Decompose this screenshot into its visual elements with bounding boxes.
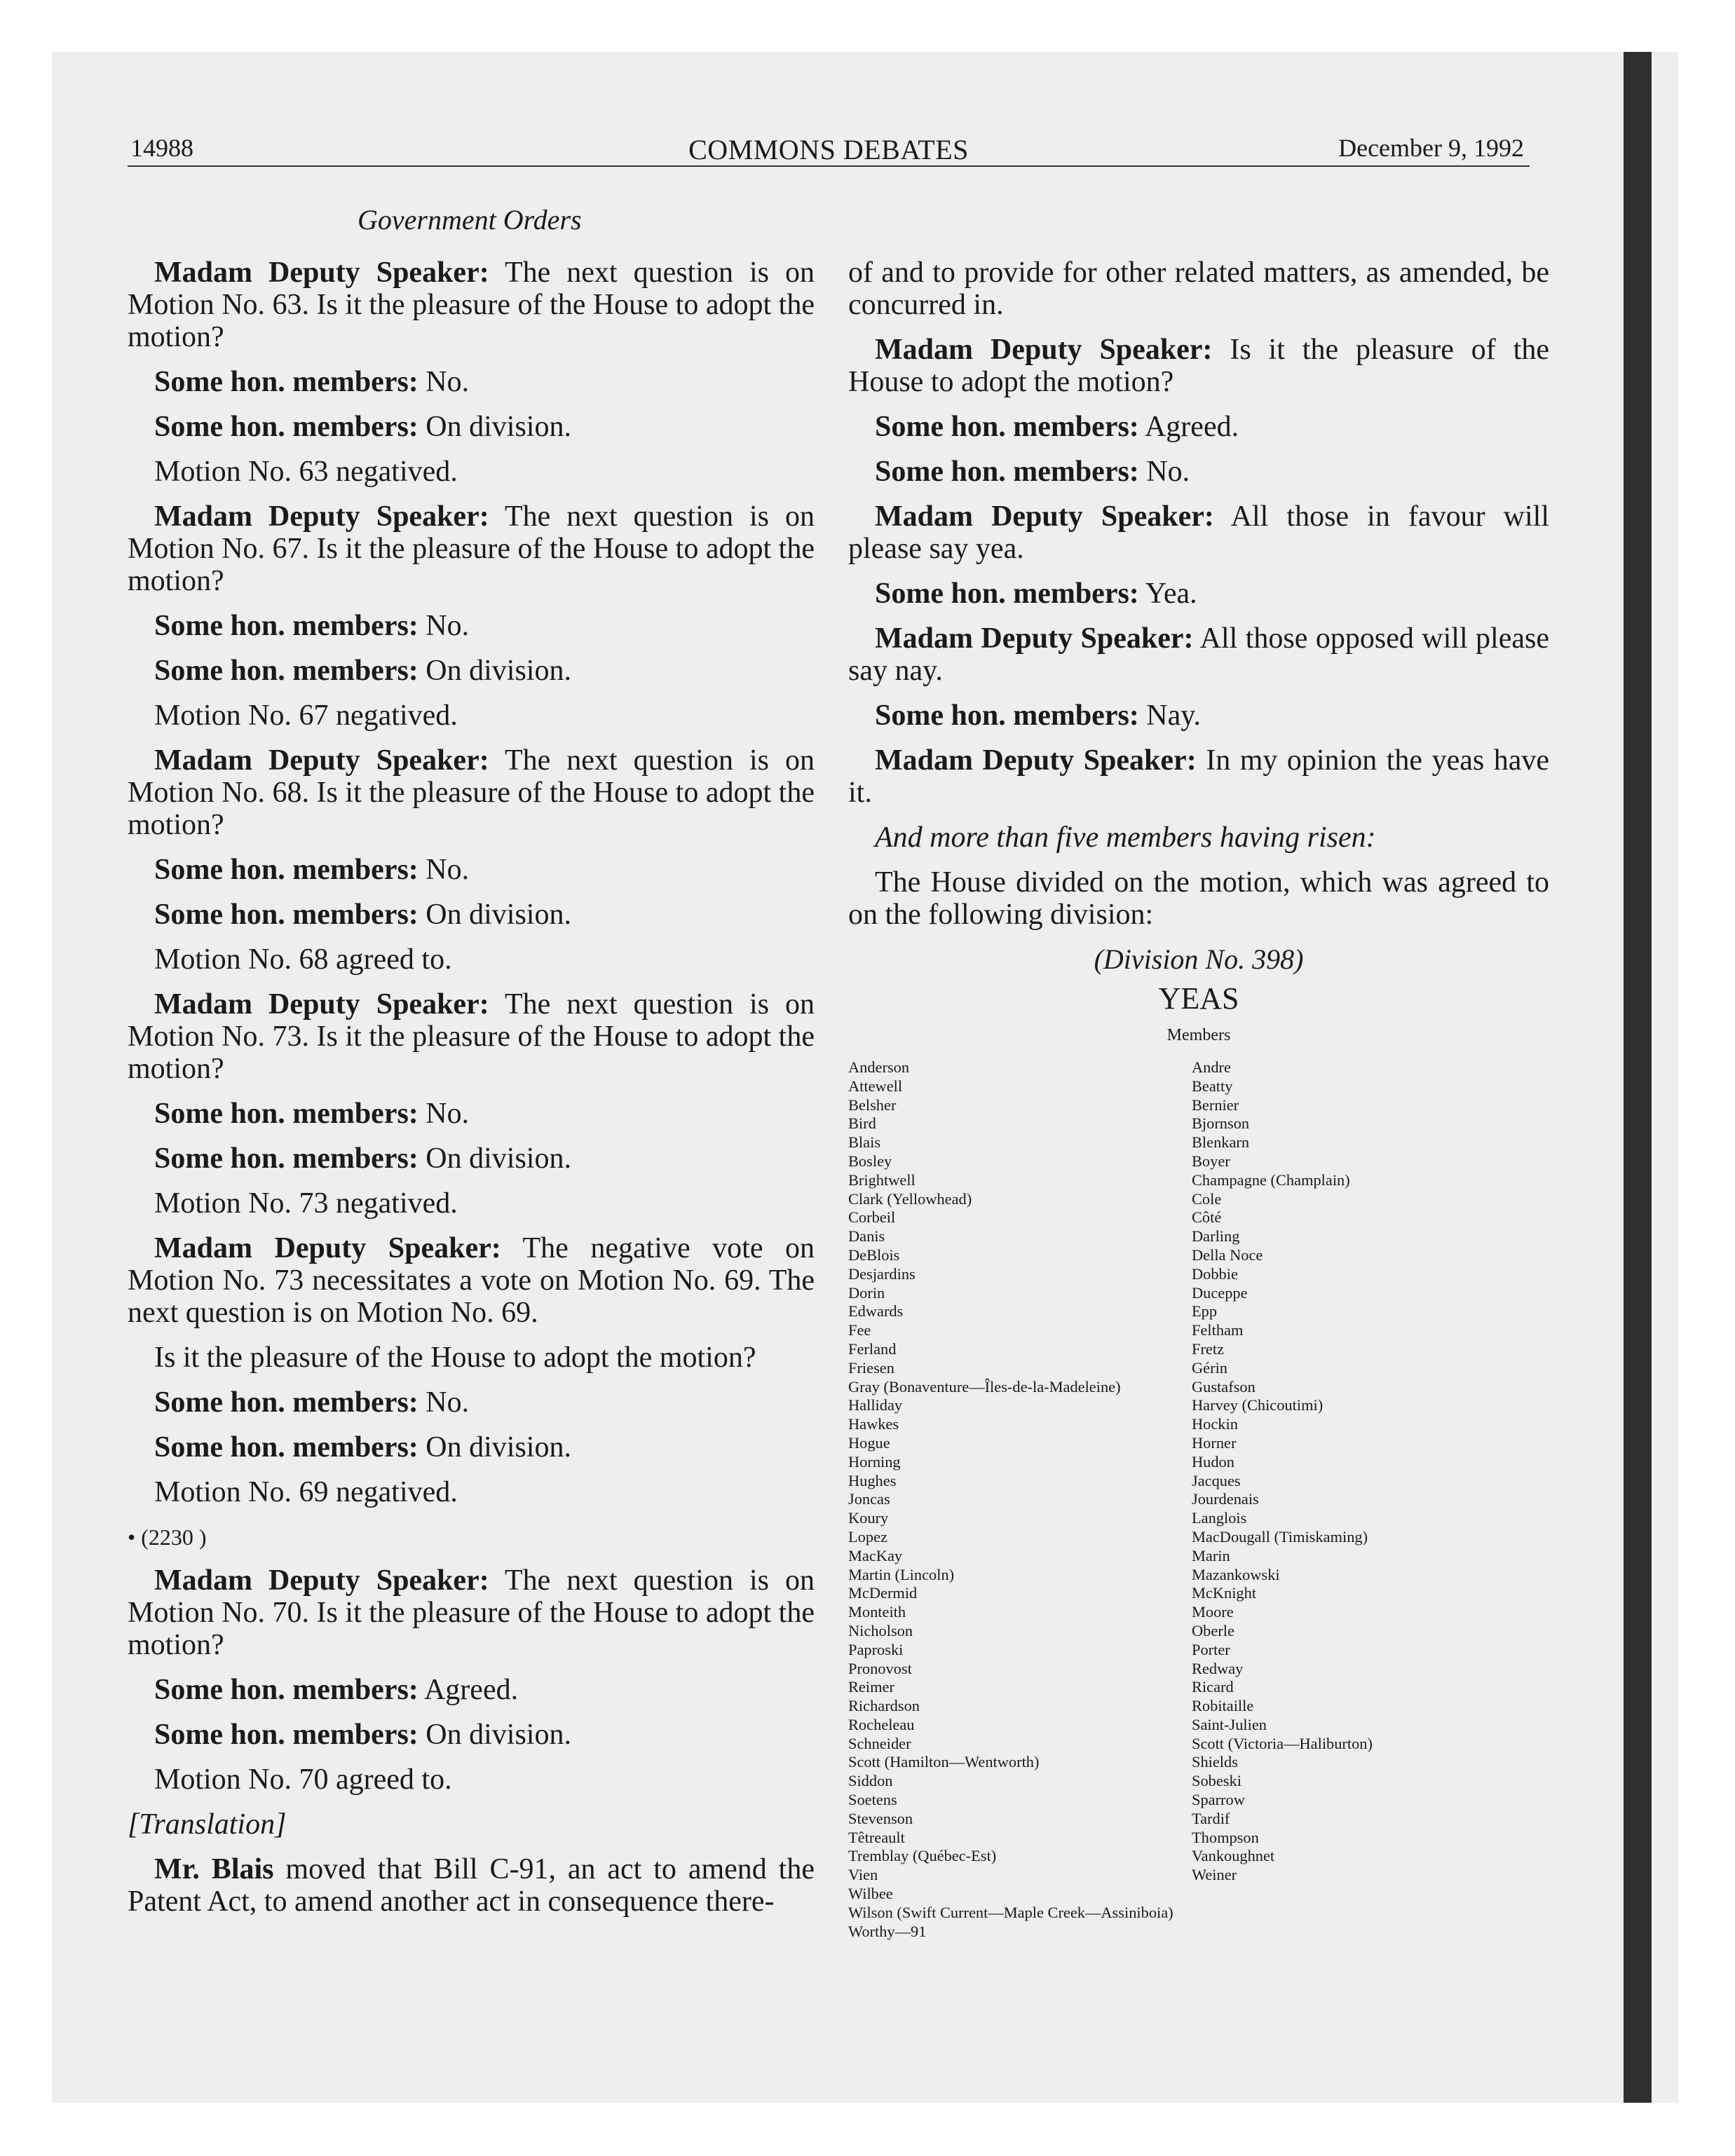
right-column (848, 257, 1549, 1941)
speech-text: of and to provide for other related matters, as amended, be concurred in. (848, 257, 1549, 321)
speaker-label: Some hon. members: (154, 854, 419, 886)
member-name: Siddon (848, 1772, 893, 1790)
member-name: Gray (Bonaventure—Îles-de-la-Madeleine) (848, 1377, 1121, 1396)
speech-text: Nay. (1138, 700, 1202, 732)
debate-paragraph (128, 411, 815, 443)
member-name: Friesen (848, 1358, 894, 1377)
yeas-column-2 (1192, 1058, 1373, 1885)
debate-paragraph (128, 1476, 815, 1508)
member-name: Epp (1192, 1302, 1218, 1321)
member-name: Worthy—91 (848, 1922, 927, 1940)
member-name: Bernier (1192, 1096, 1239, 1114)
speaker-label: Madam Deputy Speaker: (875, 500, 1214, 533)
speaker-label: Madam Deputy Speaker: (875, 622, 1194, 655)
debate-paragraph (128, 500, 815, 597)
speech-text: Yea. (1138, 578, 1197, 610)
member-name: Horner (1192, 1433, 1237, 1452)
member-name: Desjardins (848, 1264, 916, 1283)
debate-paragraph (848, 744, 1549, 809)
member-name: Saint-Julien (1192, 1715, 1267, 1733)
member-name: Duceppe (1192, 1283, 1248, 1302)
speech-text: On division. (418, 1431, 571, 1464)
division-number: (Division No. 398) (1094, 943, 1304, 975)
speech-text: Agreed. (1138, 411, 1239, 443)
speaker-label: Some hon. members: (154, 411, 419, 443)
member-name: Wilson (Swift Current—Maple Creek—Assiniboia) (848, 1903, 1173, 1921)
debate-paragraph (128, 456, 815, 488)
member-name: Halliday (848, 1396, 903, 1414)
speech-text: moved that Bill C-91, an act to amend the Patent Act, to amend another act in consequence there- (128, 1853, 815, 1918)
member-name: Shields (1192, 1753, 1238, 1771)
scan-edge-shadow (1624, 52, 1652, 2103)
member-name: Blais (848, 1133, 881, 1152)
speech-text: Motion No. 67 negatived. (154, 700, 458, 732)
debate-paragraph (128, 366, 815, 398)
left-column (128, 257, 815, 1930)
speaker-label: Some hon. members: (875, 411, 1139, 443)
member-name: Hogue (848, 1433, 890, 1452)
member-name: Feltham (1192, 1321, 1244, 1339)
page-header (128, 133, 1530, 167)
debate-paragraph (128, 655, 815, 687)
speech-text: The next question is on Motion No. 67. Is it the pleasure of the House to adopt the motion? (128, 500, 815, 597)
member-name: Marin (1192, 1546, 1230, 1564)
speech-text: The negative vote on Motion No. 73 necessitates a vote on Motion No. 69. The next question is on Motion No. 69. (128, 1232, 815, 1329)
debate-paragraph (128, 943, 815, 976)
member-name: Moore (1192, 1603, 1234, 1621)
speaker-label: Some hon. members: (875, 578, 1139, 610)
section-title: Government Orders (358, 204, 582, 236)
speaker-label: Some hon. members: (154, 1674, 419, 1706)
speaker-label: Madam Deputy Speaker: (154, 744, 489, 777)
member-name: Belsher (848, 1096, 897, 1114)
debate-paragraph (128, 988, 815, 1085)
debate-paragraph (128, 610, 815, 642)
member-name: Vien (848, 1866, 878, 1884)
blais-motion (128, 1853, 815, 1918)
speaker-label: Madam Deputy Speaker: (154, 988, 489, 1021)
member-name: Scott (Hamilton—Wentworth) (848, 1753, 1040, 1771)
speech-text: No. (418, 366, 470, 398)
member-name: Robitaille (1192, 1697, 1254, 1715)
member-name: Sobeski (1192, 1772, 1241, 1790)
members-label: Members (1166, 1026, 1231, 1044)
member-name: Martin (Lincoln) (848, 1565, 955, 1583)
member-name: Jacques (1192, 1471, 1241, 1489)
member-name: Ricard (1192, 1678, 1234, 1696)
member-name: Thompson (1192, 1828, 1259, 1846)
speech-text: In my opinion the yeas have it. (848, 744, 1549, 809)
debate-paragraph (848, 334, 1549, 398)
member-name: McDermid (848, 1584, 918, 1602)
speaker-label: Some hon. members: (154, 1386, 419, 1419)
speaker-label: Some hon. members: (154, 1142, 419, 1175)
member-name: Redway (1192, 1659, 1244, 1677)
member-name: Tremblay (Québec-Est) (848, 1847, 997, 1865)
member-name: Joncas (848, 1490, 890, 1508)
page-number: 14988 (130, 134, 193, 162)
member-name: DeBlois (848, 1246, 900, 1264)
debate-paragraph (128, 1342, 815, 1374)
debate-paragraph (848, 578, 1549, 610)
speaker-label: Some hon. members: (875, 456, 1139, 488)
debate-paragraph (848, 700, 1549, 732)
member-name: Horning (848, 1452, 901, 1471)
debate-paragraph (128, 700, 815, 732)
member-name: Nicholson (848, 1621, 913, 1639)
speech-text: On division. (418, 655, 571, 687)
member-name: Rocheleau (848, 1715, 915, 1733)
debate-paragraph (848, 411, 1549, 443)
member-name: Côté (1192, 1208, 1222, 1227)
division-text: The House divided on the motion, which was agreed to on the following division: (848, 866, 1549, 931)
speech-text: No. (1138, 456, 1190, 488)
member-name: Koury (848, 1509, 889, 1527)
member-name: Brightwell (848, 1171, 916, 1189)
speech-text: The next question is on Motion No. 70. Is it the pleasure of the House to adopt the motion? (128, 1564, 815, 1661)
member-name: Sparrow (1192, 1791, 1245, 1809)
yeas-list (848, 1058, 1549, 1941)
member-name: Gérin (1192, 1358, 1227, 1377)
debate-paragraph (128, 257, 815, 353)
debate-paragraph (128, 1187, 815, 1220)
member-name: Pronovost (848, 1659, 912, 1677)
member-name: Bird (848, 1114, 876, 1133)
member-name: Lopez (848, 1527, 887, 1546)
member-name: Dobbie (1192, 1264, 1238, 1283)
member-name: Corbeil (848, 1208, 896, 1227)
speech-text: The next question is on Motion No. 63. Is it the pleasure of the House to adopt the motion? (128, 257, 815, 353)
member-name: Hughes (848, 1471, 897, 1489)
speech-text: On division. (418, 899, 571, 931)
member-name: Gustafson (1192, 1377, 1256, 1396)
member-name: Hockin (1192, 1415, 1238, 1433)
translation-marker: [Translation] (128, 1808, 287, 1841)
debate-paragraph (128, 899, 815, 931)
member-name: Schneider (848, 1734, 911, 1752)
speaker-label: Madam Deputy Speaker: (875, 744, 1197, 777)
member-name: McKnight (1192, 1584, 1257, 1602)
member-name: MacKay (848, 1546, 903, 1564)
debate-paragraph (848, 456, 1549, 488)
publication-title: COMMONS DEBATES (688, 134, 969, 165)
member-name: Fee (848, 1321, 871, 1339)
speech-text: All those in favour will please say yea. (848, 500, 1549, 565)
speech-text: On division. (418, 1719, 571, 1751)
speaker-label: Some hon. members: (154, 610, 419, 642)
debate-paragraph (128, 1098, 815, 1130)
speaker-label: Some hon. members: (154, 1098, 419, 1130)
debate-paragraph (848, 500, 1549, 565)
member-name: Porter (1192, 1640, 1230, 1658)
speech-text: Agreed. (418, 1674, 519, 1706)
debate-paragraph (848, 257, 1549, 321)
speech-text: On division. (418, 411, 571, 443)
page-date: December 9, 1992 (1338, 134, 1524, 162)
member-name: Jourdenais (1192, 1490, 1259, 1508)
speaker-label: Madam Deputy Speaker: (154, 500, 489, 533)
member-name: MacDougall (Timiskaming) (1192, 1527, 1368, 1546)
speech-text: Motion No. 63 negatived. (154, 456, 458, 488)
member-name: Edwards (848, 1302, 904, 1321)
speech-text: Motion No. 69 negatived. (154, 1476, 458, 1508)
speaker-label: Madam Deputy Speaker: (875, 334, 1213, 366)
member-name: Langlois (1192, 1509, 1247, 1527)
debate-paragraph (128, 1142, 815, 1175)
speech-text: Is it the pleasure of the House to adopt the motion? (848, 334, 1549, 398)
member-name: Cole (1192, 1189, 1222, 1208)
speaker-label: Madam Deputy Speaker: (154, 1564, 489, 1597)
member-name: Monteith (848, 1603, 906, 1621)
debate-paragraph (128, 744, 815, 841)
member-name: Boyer (1192, 1152, 1230, 1170)
debate-paragraph (128, 1386, 815, 1419)
member-name: Stevenson (848, 1809, 913, 1827)
member-name: Wilbee (848, 1885, 893, 1903)
speech-text: All those opposed will please say nay. (848, 622, 1549, 687)
debate-paragraph (128, 1719, 815, 1751)
member-name: Mazankowski (1192, 1565, 1280, 1583)
member-name: Dorin (848, 1283, 885, 1302)
members-risen: And more than five members having risen: (875, 821, 1376, 854)
member-name: Clark (Yellowhead) (848, 1189, 972, 1208)
speech-text: Motion No. 70 agreed to. (154, 1763, 452, 1796)
member-name: Attewell (848, 1077, 903, 1095)
member-name: Harvey (Chicoutimi) (1192, 1396, 1324, 1414)
speech-text: On division. (418, 1142, 571, 1175)
time-marker: • (2230 ) (128, 1524, 207, 1550)
speech-text: No. (418, 1098, 470, 1130)
speaker-label: Madam Deputy Speaker: (154, 257, 489, 289)
member-name: Blenkarn (1192, 1133, 1250, 1152)
member-name: Têtreault (848, 1828, 905, 1846)
speech-text: No. (418, 1386, 470, 1419)
speech-text: The next question is on Motion No. 68. Is it the pleasure of the House to adopt the motion? (128, 744, 815, 841)
speaker-label: Mr. Blais (154, 1853, 274, 1885)
member-name: Ferland (848, 1339, 897, 1358)
member-name: Weiner (1192, 1866, 1237, 1884)
member-name: Paproski (848, 1640, 904, 1658)
debate-paragraph (128, 1564, 815, 1661)
member-name: Hawkes (848, 1415, 899, 1433)
speaker-label: Some hon. members: (154, 899, 419, 931)
member-name: Soetens (848, 1791, 897, 1809)
member-name: Richardson (848, 1697, 920, 1715)
left-paragraphs (128, 257, 815, 1508)
member-name: Hudon (1192, 1452, 1234, 1471)
member-name: Vankoughnet (1192, 1847, 1275, 1865)
speech-text: No. (418, 854, 470, 886)
yeas-column-1 (848, 1058, 1173, 1941)
member-name: Oberle (1192, 1621, 1234, 1639)
member-name: Bjornson (1192, 1114, 1250, 1133)
member-name: Danis (848, 1227, 885, 1246)
member-name: Champagne (Champlain) (1192, 1171, 1350, 1189)
left-paragraphs-2 (128, 1564, 815, 1796)
member-name: Fretz (1192, 1339, 1225, 1358)
speech-text: Is it the pleasure of the House to adopt the motion? (154, 1342, 756, 1374)
speaker-label: Some hon. members: (154, 366, 419, 398)
member-name: Anderson (848, 1058, 910, 1076)
member-name: Darling (1192, 1227, 1240, 1246)
member-name: Bosley (848, 1152, 892, 1170)
member-name: Tardif (1192, 1809, 1230, 1827)
debate-paragraph (128, 1674, 815, 1706)
speaker-label: Some hon. members: (875, 700, 1139, 732)
speaker-label: Some hon. members: (154, 1431, 419, 1464)
debate-paragraph (848, 622, 1549, 687)
member-name: Andre (1192, 1058, 1231, 1076)
yeas-title: YEAS (1158, 981, 1239, 1016)
debate-paragraph (128, 1763, 815, 1796)
debate-paragraph (128, 1232, 815, 1329)
speaker-label: Madam Deputy Speaker: (154, 1232, 501, 1264)
debate-paragraph (128, 854, 815, 886)
member-name: Beatty (1192, 1077, 1233, 1095)
member-name: Della Noce (1192, 1246, 1263, 1264)
speech-text: Motion No. 73 negatived. (154, 1187, 458, 1220)
speech-text: No. (418, 610, 470, 642)
speech-text: Motion No. 68 agreed to. (154, 943, 452, 976)
speaker-label: Some hon. members: (154, 1719, 419, 1751)
right-paragraphs (848, 257, 1549, 809)
debate-paragraph (128, 1431, 815, 1464)
member-name: Reimer (848, 1678, 894, 1696)
speech-text: The next question is on Motion No. 73. Is it the pleasure of the House to adopt the motion? (128, 988, 815, 1085)
speaker-label: Some hon. members: (154, 655, 419, 687)
member-name: Scott (Victoria—Haliburton) (1192, 1734, 1373, 1752)
